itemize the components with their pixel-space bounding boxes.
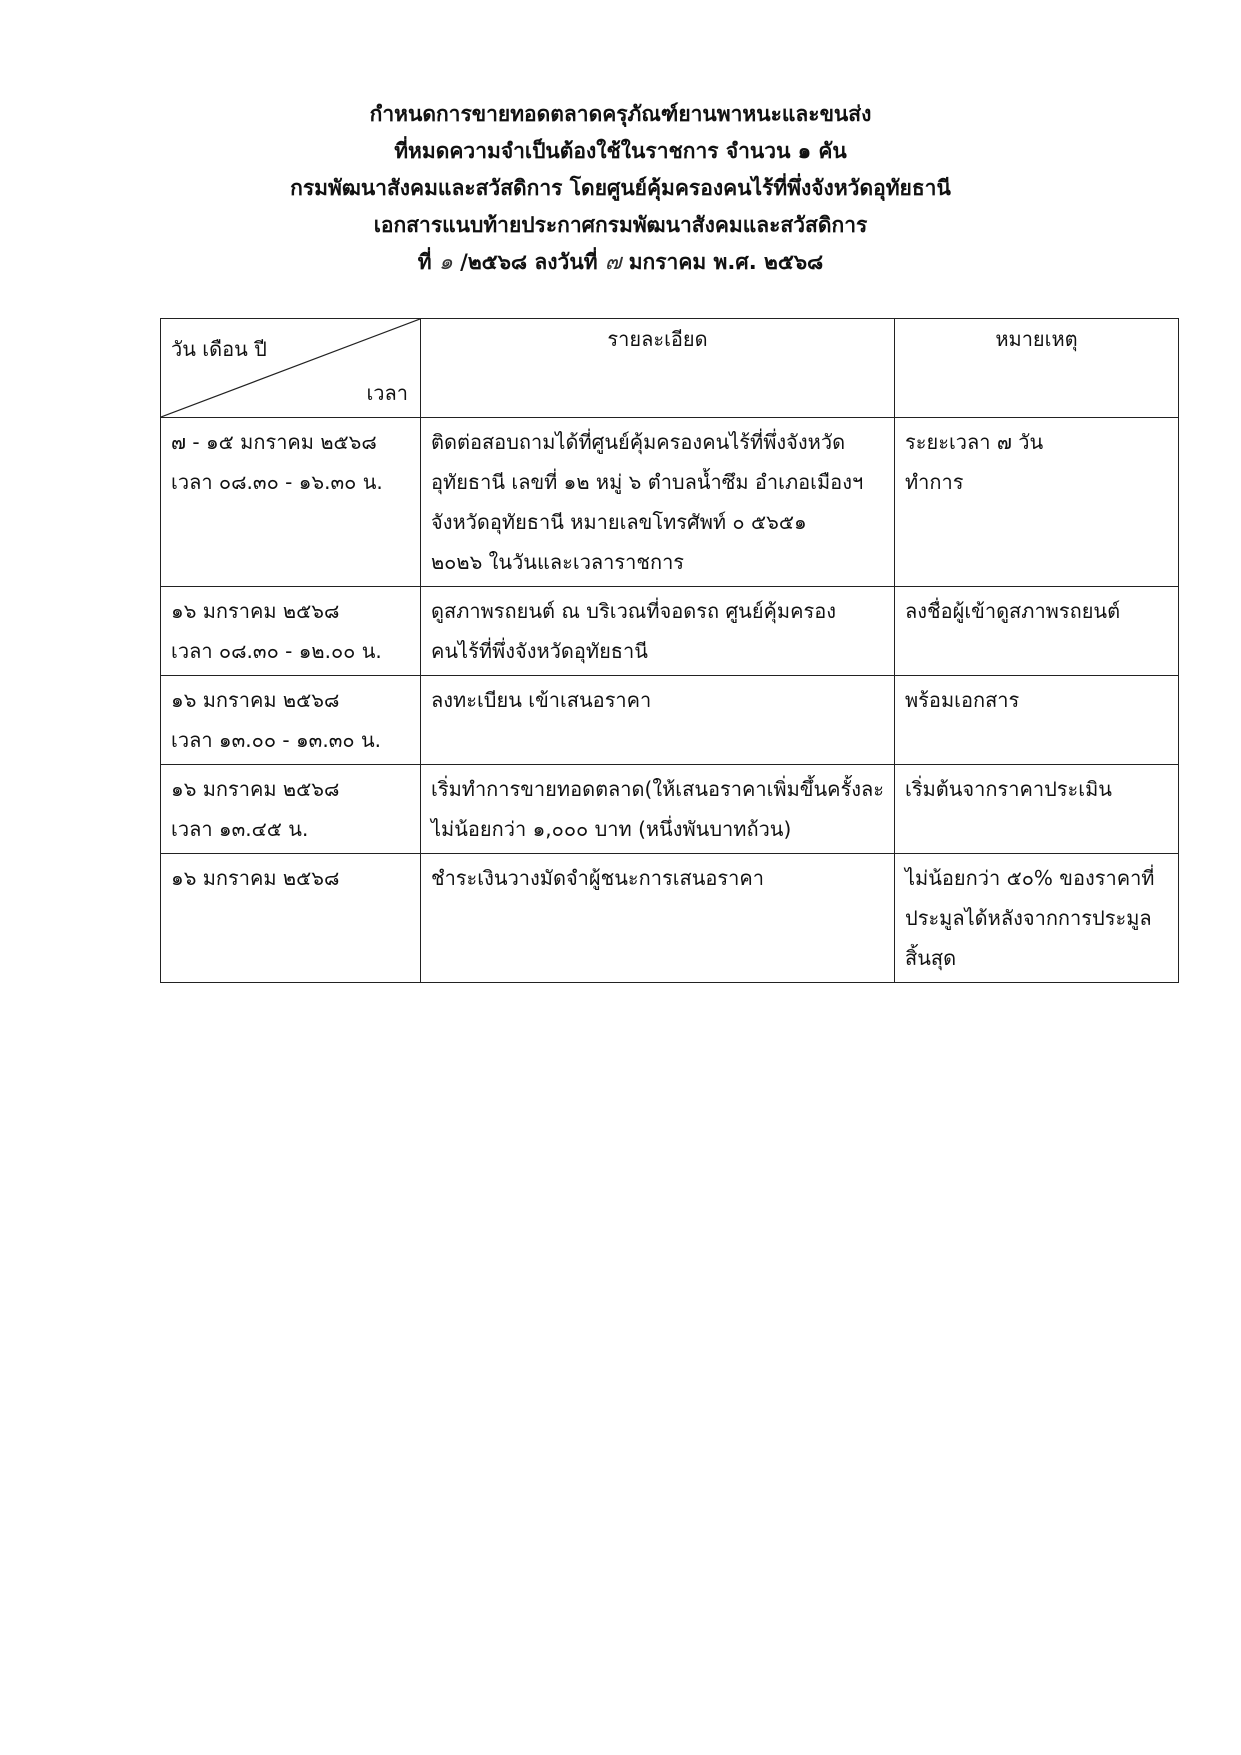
table-row	[161, 676, 1179, 765]
remarks-text: เริ่มต้นจากราคาประเมิน	[905, 777, 1112, 801]
date-text: ๑๖ มกราคม ๒๕๖๘	[171, 599, 340, 623]
details-cell	[421, 418, 895, 587]
remarks-text: ระยะเวลา ๗ วัน	[905, 430, 1044, 454]
details-text: ๒๐๒๖ ในวันและเวลาราชการ	[431, 550, 685, 574]
remarks-text: ไม่น้อยกว่า ๕๐% ของราคาที่	[905, 866, 1155, 890]
remarks-cell	[895, 676, 1179, 765]
table-row	[161, 587, 1179, 676]
remarks-header: หมายเหตุ	[895, 319, 1179, 418]
title-line-2: ที่หมดความจำเป็นต้องใช้ในราชการ จำนวน ๑ คัน	[394, 139, 847, 163]
time-text: เวลา ๑๓.๐๐ - ๑๓.๓๐ น.	[171, 728, 381, 752]
details-text: จังหวัดอุทัยธานี หมายเลขโทรศัพท์ ๐ ๕๖๕๑	[431, 510, 807, 534]
date-cell	[161, 765, 421, 854]
table-row	[161, 418, 1179, 587]
details-header: รายละเอียด	[421, 319, 895, 418]
remarks-text: ลงชื่อผู้เข้าดูสภาพรถยนต์	[905, 599, 1121, 623]
details-cell	[421, 765, 895, 854]
reference-line	[0, 244, 1241, 281]
date-cell	[161, 587, 421, 676]
details-text: ชำระเงินวางมัดจำผู้ชนะการเสนอราคา	[431, 866, 765, 890]
time-header-label: เวลา	[366, 381, 408, 405]
remarks-text: พร้อมเอกสาร	[905, 688, 1020, 712]
remarks-text: ประมูลได้หลังจากการประมูล	[905, 906, 1152, 930]
date-cell	[161, 854, 421, 983]
date-text: ๑๖ มกราคม ๒๕๖๘	[171, 866, 340, 890]
ref-prefix: ที่	[417, 250, 432, 274]
table-row	[161, 854, 1179, 983]
details-cell	[421, 854, 895, 983]
details-text: ติดต่อสอบถามได้ที่ศูนย์คุ้มครองคนไร้ที่พึ่งจังหวัด	[431, 430, 846, 454]
details-text: อุทัยธานี เลขที่ ๑๒ หมู่ ๖ ตำบลน้ำซึม อำเภอเมืองฯ	[431, 470, 864, 494]
ref-number-handwritten: ๑	[438, 250, 453, 275]
ref-day-handwritten: ๗	[604, 250, 622, 275]
details-text: ดูสภาพรถยนต์ ณ บริเวณที่จอดรถ ศูนย์คุ้มครอง	[431, 599, 837, 623]
date-cell	[161, 676, 421, 765]
remarks-cell	[895, 854, 1179, 983]
remarks-cell	[895, 418, 1179, 587]
time-text: เวลา ๐๘.๓๐ - ๑๒.๐๐ น.	[171, 639, 382, 663]
date-time-header	[161, 319, 421, 418]
time-text: เวลา ๑๓.๔๕ น.	[171, 817, 309, 841]
details-text: ไม่น้อยกว่า ๑,๐๐๐ บาท (หนึ่งพันบาทถ้วน)	[431, 817, 792, 841]
remarks-cell	[895, 587, 1179, 676]
details-cell	[421, 676, 895, 765]
details-text: ลงทะเบียน เข้าเสนอราคา	[431, 688, 652, 712]
date-header-label: วัน เดือน ปี	[171, 337, 267, 361]
ref-month-year: มกราคม พ.ศ. ๒๕๖๘	[628, 250, 824, 274]
date-text: ๑๖ มกราคม ๒๕๖๘	[171, 688, 340, 712]
remarks-cell	[895, 765, 1179, 854]
schedule-table	[160, 318, 1179, 983]
title-line-3: กรมพัฒนาสังคมและสวัสดิการ โดยศูนย์คุ้มครองคนไร้ที่พึ่งจังหวัดอุทัยธานี	[290, 176, 951, 200]
document-header	[0, 96, 1241, 281]
title-line-4: เอกสารแนบท้ายประกาศกรมพัฒนาสังคมและสวัสดิการ	[373, 213, 868, 237]
details-text: เริ่มทำการขายทอดตลาด(ให้เสนอราคาเพิ่มขึ้นครั้งละ	[431, 777, 885, 801]
details-cell	[421, 587, 895, 676]
remarks-text: สิ้นสุด	[905, 946, 957, 970]
remarks-text: ทำการ	[905, 470, 964, 494]
table-row	[161, 765, 1179, 854]
time-text: เวลา ๐๘.๓๐ - ๑๖.๓๐ น.	[171, 470, 383, 494]
date-text: ๗ - ๑๕ มกราคม ๒๕๖๘	[171, 430, 377, 454]
table-header-row	[161, 319, 1179, 418]
title-line-1: กำหนดการขายทอดตลาดครุภัณฑ์ยานพาหนะและขนส่ง	[369, 102, 872, 126]
details-text: คนไร้ที่พึ่งจังหวัดอุทัยธานี	[431, 639, 648, 663]
date-cell	[161, 418, 421, 587]
ref-year-part: /๒๕๖๘ ลงวันที่	[460, 250, 598, 274]
date-text: ๑๖ มกราคม ๒๕๖๘	[171, 777, 340, 801]
